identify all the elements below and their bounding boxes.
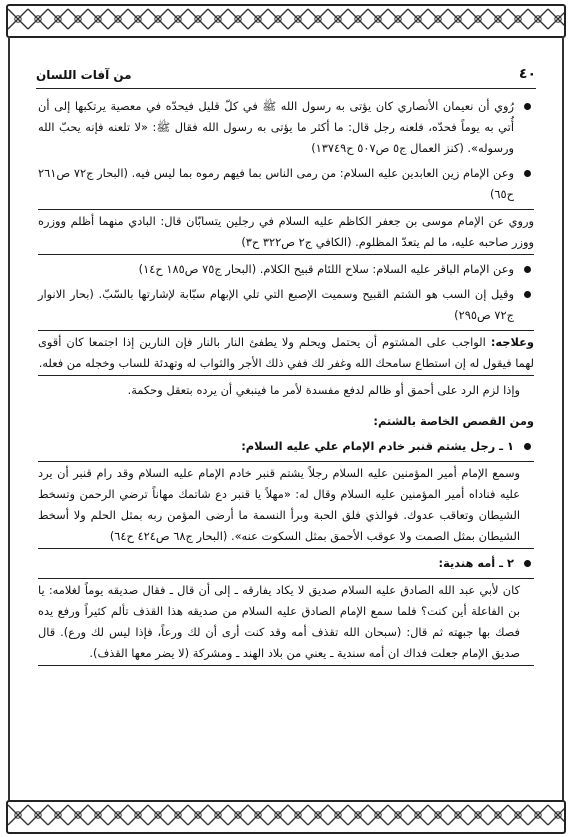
page-header: [36, 66, 536, 89]
border-braid: [368, 9, 388, 29]
border-braid: [8, 805, 28, 825]
story-1-body: [38, 461, 534, 549]
border-braid: [68, 9, 88, 29]
border-braid: [308, 9, 328, 29]
paragraph-text: وروي عن الإمام موسى بن جعفر الكاظم عليه السلام في رجلين يتسابّان قال: البادي منهما أظلم ووزره ووزر صاحبه عليه، ما لم يتعدّ المظلوم. (الكافي ج٢ ص٣٢٢ ح٣): [38, 214, 534, 249]
story-2-body: [38, 578, 534, 666]
top-border-pattern: [8, 6, 564, 32]
right-border-rule: [562, 36, 564, 800]
border-braid: [108, 9, 128, 29]
paragraph-text: وقيل إن السب هو الشتم القبيح وسميت الإصبع التي تلي الإبهام سبّابة لإشارتها بالسّبّ. (بحار الانوار ج٧٢ ص٢٩٥): [38, 287, 514, 322]
paragraph-text: وسمع الإمام أمير المؤمنين عليه السلام رجلاً يشتم قنبر خادم الإمام عليه السلام وقد رام قنبر أن يرد عليه فناداه أمير المؤمنين عليه السلام وقال له: «مهلاً يا قنبر دع شاتمك مهاناً ترضي الرحمن وتسخط الشيطان وتعاقب عدوك. فوالذي فلق الحبة وبرأ النسمة ما أرضى المؤمن ربه بمثل الحلم ولا أسخط الشيطان بمثل الصمت ولا عوقب الأحمق بمثل السكوت عنه». (البحار ج٦٨ ص٤٢٤ ح٦٤): [38, 466, 520, 543]
paragraph-remedy: [38, 330, 534, 376]
bottom-border-pattern: [8, 802, 564, 828]
border-braid: [228, 9, 248, 29]
border-braid: [88, 805, 108, 825]
border-braid: [248, 9, 268, 29]
border-braid: [308, 805, 328, 825]
border-braid: [348, 805, 368, 825]
paragraph-nuayman: [38, 96, 534, 159]
border-braid: [288, 9, 308, 29]
border-braid: [328, 9, 348, 29]
border-braid: [48, 805, 68, 825]
border-braid: [428, 805, 448, 825]
paragraph-text: رُوي أن نعيمان الأنصاري كان يؤتى به رسول الله ﷺ في كلّ قليل فيحدّه في معصية يرتكبها إلى أن أُتي به يوماً فحدّه، فلعنه رجل قال: ما أكثر ما يؤتى به رسول الله فقال ﷺ: «لا تلعنه فإنه يحبّ الله ورسوله». (كنز العمال ج٥ ص٥٠٧ ح١٣٧٤٩): [38, 99, 514, 155]
border-braid: [488, 9, 508, 29]
border-braid: [428, 9, 448, 29]
border-braid: [208, 805, 228, 825]
border-braid: [528, 805, 548, 825]
border-braid: [288, 805, 308, 825]
bottom-ornamental-border: [6, 800, 566, 834]
border-braid: [148, 805, 168, 825]
border-braid: [448, 805, 468, 825]
border-braid: [188, 9, 208, 29]
border-braid: [388, 9, 408, 29]
border-braid: [368, 805, 388, 825]
paragraph-text: الواجب على المشتوم أن يحتمل ويحلم ولا يطفئ النار بالنار فإن النارين إذا اجتمعا كان أقوى لهما فيقول له إن استطاع سامحك الله وغفر لك ففي ذلك الأجر والثواب له وتهدئة للساب وخجله من فعله.: [38, 335, 534, 370]
border-braid: [168, 805, 188, 825]
border-braid: [28, 805, 48, 825]
border-braid: [468, 805, 488, 825]
border-braid: [148, 9, 168, 29]
border-braid: [188, 805, 208, 825]
page-body: [38, 96, 534, 795]
top-ornamental-border: [6, 4, 566, 38]
border-braid: [68, 805, 88, 825]
border-braid: [108, 805, 128, 825]
border-braid: [168, 9, 188, 29]
border-braid: [408, 805, 428, 825]
story-2-title: ٢ ـ أمه هندية:: [38, 553, 534, 574]
border-braid: [408, 9, 428, 29]
paragraph-text: وعن الإمام زين العابدين عليه السلام: من رمى الناس بما فيهم رموه بما ليس فيه. (البحار ج٧٢ ص٢٦١ ح٦٥): [38, 166, 514, 201]
page-number: ٤٠: [518, 66, 536, 82]
border-braid: [8, 9, 28, 29]
border-braid: [128, 9, 148, 29]
border-braid: [128, 805, 148, 825]
border-braid: [508, 9, 528, 29]
border-braid: [448, 9, 468, 29]
paragraph-al-baqir: [38, 259, 534, 280]
border-braid: [248, 805, 268, 825]
border-braid: [508, 805, 528, 825]
border-braid: [268, 9, 288, 29]
running-title: من آفات اللسان: [36, 68, 132, 82]
paragraph-response: [38, 380, 534, 401]
border-braid: [228, 805, 248, 825]
paragraph-definition: [38, 284, 534, 326]
border-braid: [268, 805, 288, 825]
border-braid: [208, 9, 228, 29]
paragraph-text: وإذا لزم الرد على أحمق أو ظالم لدفع مفسدة لأمر ما فينبغي أن يرده بتعقل وحكمة.: [127, 383, 520, 397]
paragraph-text: وعن الإمام الباقر عليه السلام: سلاح اللئام قبيح الكلام. (البحار ج٧٥ ص١٨٥ ح١٤): [138, 262, 514, 276]
paragraph-zayn-al-abidin: [38, 163, 534, 205]
story-1-title: ١ ـ رجل يشتم قنبر خادم الإمام علي عليه السلام:: [38, 436, 534, 457]
border-braid: [528, 9, 548, 29]
border-braid: [28, 9, 48, 29]
border-braid: [388, 805, 408, 825]
border-braid: [348, 9, 368, 29]
border-braid: [488, 805, 508, 825]
section-title: ومن القصص الخاصة بالشتم:: [373, 414, 534, 428]
border-braid: [48, 9, 68, 29]
left-border-rule: [8, 36, 10, 800]
border-braid: [328, 805, 348, 825]
paragraph-al-kazim: [38, 209, 534, 255]
paragraph-text: كان لأبي عبد الله الصادق عليه السلام صديق لا يكاد يفارقه ـ إلى أن قال ـ فقال صديقه يوماً لغلامه: يا بن الفاعلة أين كنت؟ فلما سمع الإمام الصادق عليه السلام من صديقه هذا القذف تألم كثيراً ورفع يده فصك بها جبهته ثم قال: (سبحان الله تقذف أمه وقد كنت أرى أن لك ورعاً، فإذا ليس لك ورع). قال صديق الإمام جعلت فداك ان أمه سندية ـ يعني من بلاد الهند ـ ومشركة (لا يضر معها القذف).: [38, 583, 520, 660]
remedy-label: وعلاجه:: [490, 335, 534, 349]
border-braid: [88, 9, 108, 29]
border-braid: [468, 9, 488, 29]
